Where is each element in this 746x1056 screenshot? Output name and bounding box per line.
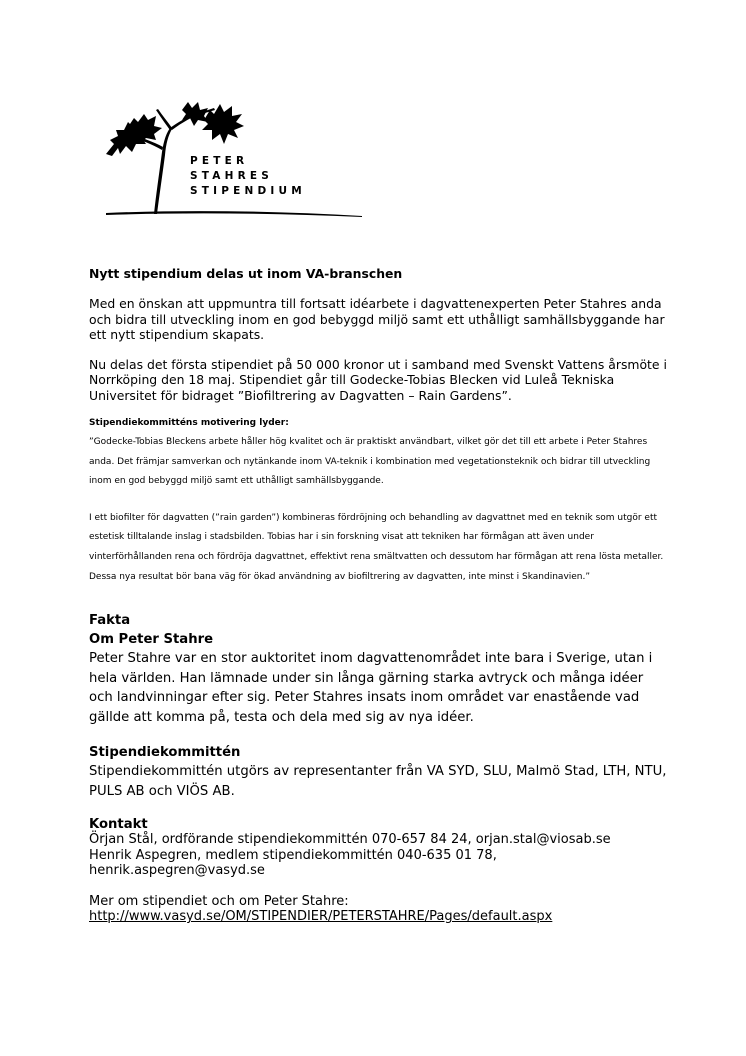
contact-section bbox=[89, 817, 669, 925]
more-info-text: Mer om stipendiet och om Peter Stahre: bbox=[89, 893, 349, 909]
article-title: Nytt stipendium delas ut inom VA-branschen bbox=[89, 266, 403, 281]
about-text: Peter Stahre var en stor auktoritet inom dagvattenområdet inte bara i Sverige, utan i hela världen. Han lämnade under sin långa gärning starka avtryck och många idéer och landvinningar efter sig. Peter Stahres insats inom området var enastående vad gällde att komma på, testa och dela med sig av nya idéer. bbox=[89, 651, 653, 725]
motivation-heading: Stipendiekommitténs motivering lyder: bbox=[89, 418, 289, 428]
motivation-quote-1: ”Godecke-Tobias Bleckens arbete håller hög kvalitet och är praktiskt användbart, vilket gör det till ett arbete i Peter Stahres anda. Det främjar samverkan och nytänkande inom VA-teknik i kombination med vegetationsteknik och bidrar till utveckling inom en god bebyggd miljö samt ett uthålligt samhällsbyggande. bbox=[89, 437, 651, 487]
contact-heading: Kontakt bbox=[89, 817, 148, 833]
contact-line-1: Örjan Stål, ordförande stipendiekommittén 070-657 84 24, orjan.stal@viosab.se bbox=[89, 832, 611, 848]
document-body bbox=[89, 266, 669, 925]
logo-wordmark bbox=[190, 154, 306, 199]
facts-section bbox=[89, 611, 669, 817]
logo-line-3: STIPENDIUM bbox=[190, 185, 306, 197]
committee-heading: Stipendiekommittén bbox=[89, 745, 241, 761]
committee-text: Stipendiekommittén utgörs av representanter från VA SYD, SLU, Malmö Stad, LTH, NTU, PULS AB och VIÖS AB. bbox=[89, 764, 667, 799]
contact-line-2: Henrik Aspegren, medlem stipendiekommittén 040-635 01 78, bbox=[89, 847, 497, 863]
contact-line-3: henrik.aspegren@vasyd.se bbox=[89, 863, 265, 879]
facts-heading: Fakta bbox=[89, 613, 131, 629]
logo-line-2: STAHRES bbox=[190, 170, 274, 182]
motivation-quote-2: I ett biofilter för dagvatten (”rain garden”) kombineras fördröjning och behandling av dagvattnet med en teknik som utgör ett estetisk tilltalande inslag i stadsbilden. Tobias har i sin forskning visat att tekniken har förmågan att även under vinterförhållanden rena och fördröja dagvattnet, effektivt rena smältvatten och dessutom har förmågan att rena lösta metaller. Dessa nya resultat bör bana väg för ökad användning av biofiltrering av dagvatten, inte minst i Skandinavien.” bbox=[89, 512, 664, 582]
article-paragraph-1: Med en önskan att uppmuntra till fortsatt idéarbete i dagvattenexperten Peter Stahres anda och bidra till utveckling inom en god bebyggd miljö samt ett uthålligt samhällsbyggande har ett nytt stipendium skapats. bbox=[89, 296, 665, 342]
logo-line-1: PETER bbox=[190, 155, 249, 167]
about-heading: Om Peter Stahre bbox=[89, 632, 214, 648]
more-info-link[interactable]: http://www.vasyd.se/OM/STIPENDIER/PETERSTAHRE/Pages/default.aspx bbox=[89, 909, 553, 925]
article-paragraph-2: Nu delas det första stipendiet på 50 000 kronor ut i samband med Svenskt Vattens årsmöte i Norrköping den 18 maj. Stipendiet går till Godecke-Tobias Blecken vid Luleå Tekniska Universitet för bidraget ”Biofiltrering av Dagvatten – Rain Gardens”. bbox=[89, 356, 667, 403]
